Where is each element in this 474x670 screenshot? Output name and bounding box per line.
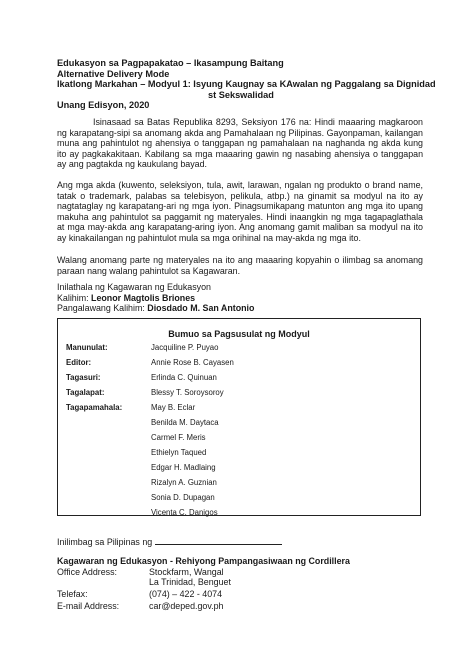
role-name: Ethielyn Taqued [151,448,207,457]
undersecretary-line [57,303,254,314]
role-name: Jacquiline P. Puyao [151,343,219,352]
telefax-value: (074) – 422 - 4074 [149,589,223,599]
role-name: May B. Eclar [151,403,196,412]
role-name: Erlinda C. Quinuan [151,373,217,382]
module-title: Ikatlong Markahan – Modyul 1: Isyung Kaugnay sa KAwalan ng Paggalang sa Dignidad [57,79,436,89]
role-label-layout: Tagalapat: [66,388,105,397]
regional-office-name: Kagawaran ng Edukasyon - Rehiyong Pampangasiwaan ng Cordillera [57,556,350,566]
undersecretary-label: Pangalawang Kalihim: [57,303,148,314]
delivery-mode: Alternative Delivery Mode [57,68,170,79]
role-name: Benilda M. Daytaca [151,418,219,427]
role-name: Edgar H. Madlaing [151,463,216,472]
secretary-name: Leonor Magtolis Briones [91,292,196,303]
office-address-line-1: Stockfarm, Wangal [149,566,224,577]
printer-blank-line [155,537,282,545]
copyright-paragraph-3: Walang anomang parte ng materyales na ito ang maaaring kopyahin o ilimbag sa anomang paraan nang walang pahintulot sa Kagawaran. [57,255,423,276]
module-title-continuation: st Sekswalidad [208,89,274,100]
published-by: Inilathala ng Kagawaran ng Edukasyon [57,282,211,292]
email-label: E-mail Address: [57,600,120,611]
office-address-line-2: La Trinidad, Benguet [149,577,231,587]
role-name: Rizalyn A. Guznian [151,478,217,487]
undersecretary-name: Diosdado M. San Antonio [147,303,255,314]
role-label-reviewer: Tagasuri: [66,373,101,382]
copyright-paragraph-1: Isinasaad sa Batas Republika 8293, Seksiyon 176 na: Hindi maaaring magkaroon ng karapatang-sipi sa anomang akda ang Pamahalaan ng Pilipinas. Gayonpaman, kailangan muna ang pahintulot ng ahensiya o tanggapan ng pamahalaan na naghanda ng akda kung ito ay pagkakakitaan. Kabilang sa mga maaaring gawin ng nasabing ahensiya o tanggapan ay ang pagtakda ng kaukulang bayad. [57,117,423,170]
role-name: Blessy T. Soroysoroy [151,388,224,397]
subject-title: Edukasyon sa Pagpapakatao – Ikasampung Baitang [57,58,284,68]
email-value: car@deped.gov.ph [149,600,224,611]
role-name: Annie Rose B. Cayasen [151,358,234,367]
edition: Unang Edisyon, 2020 [57,100,150,110]
printed-in-line [57,537,282,548]
role-name: Vicenta C. Danigos [151,508,218,517]
role-label-writer: Manunulat: [66,343,108,352]
office-address-label: Office Address: [57,566,118,577]
secretary-line [57,293,195,304]
role-name: Sonia D. Dupagan [151,493,215,502]
role-name: Carmel F. Meris [151,433,206,442]
role-label-editor: Editor: [66,358,92,367]
copyright-paragraph-2: Ang mga akda (kuwento, seleksiyon, tula, awit, larawan, ngalan ng produkto o brand name, tatak o trademark, palabas sa telebisyon, pelikula, atbp.) na ginamit sa modyul na ito ay nagtataglay ng karapatang-ari ng mga iyon. Pinagsumikapang matunton ang mga ito upang makuha ang pahintulot sa paggamit ng materyales. Hindi inaangkin ng mga tagapaglathala at mga may-akda ang karapatang-aring iyon. Ang anomang gamit maliban sa modyul na ito ay kinakailangan ng pahintulot mula sa mga orihinal na may-akda ng mga ito. [57,180,423,243]
team-box-title: Bumuo sa Pagsusulat ng Modyul [168,329,310,339]
telefax-label: Telefax: [57,589,88,599]
role-label-management: Tagapamahala: [66,403,123,412]
secretary-label: Kalihim: [57,292,92,303]
module-team-box [57,318,421,516]
printed-in-label: Inilimbag sa Pilipinas ng [57,537,153,547]
